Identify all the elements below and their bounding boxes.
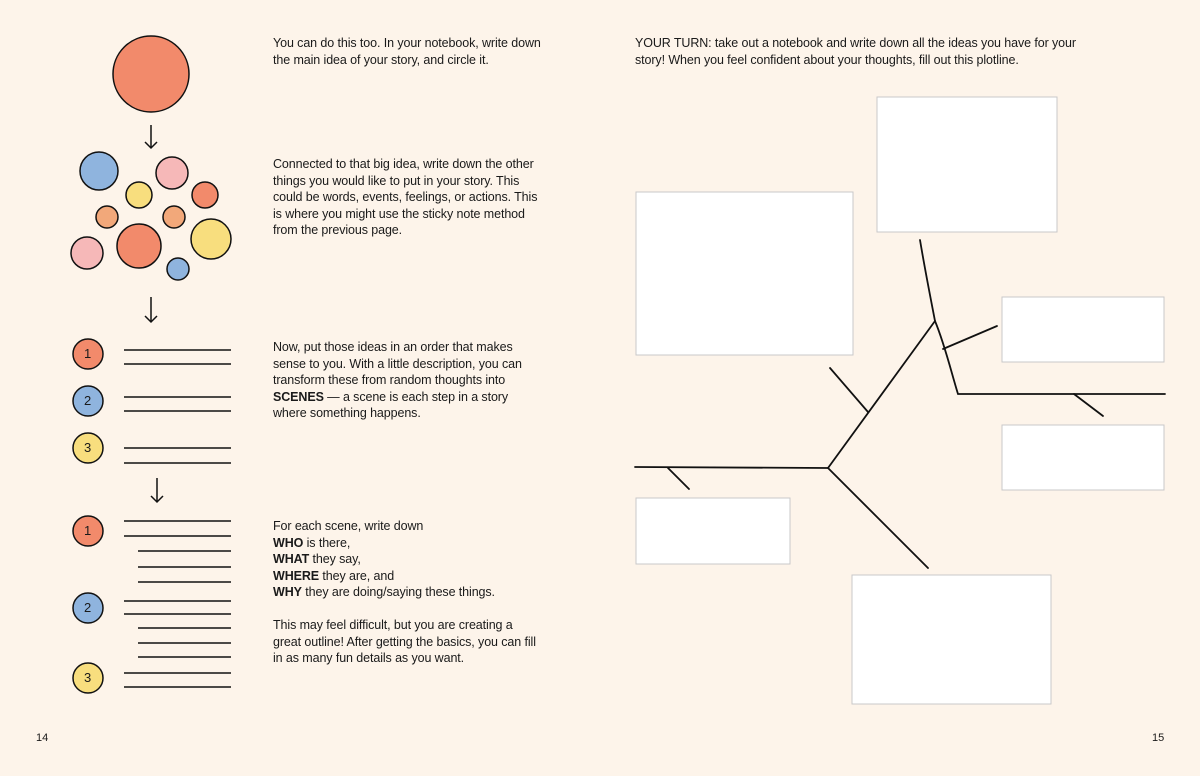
plotline-branch-down [828,468,928,568]
what-rest: they say, [309,552,361,567]
step4-who [273,535,543,552]
idea-cluster [71,152,231,280]
plot-box-right-upper [1002,297,1164,362]
scene-number: 3 [84,440,92,455]
plot-box-top [877,97,1057,232]
why-rest: they are doing/saying these things. [301,585,495,600]
scene-number: 2 [84,600,92,615]
scene-list-simple [73,339,231,463]
step4-where [273,568,543,585]
plotline-tick [668,468,689,489]
main-idea-circle [113,36,189,112]
arrow-down-icon [151,478,163,502]
step4-list [273,518,543,601]
right-page [600,0,1200,776]
step3-text-b: — a scene is each step in a story where something happens. [273,389,509,421]
plot-box-lower-left [636,498,790,564]
where-keyword: WHERE [273,568,320,583]
plot-box-upper-left [636,192,853,355]
arrow-down-icon [145,125,157,148]
step4-outro: This may feel difficult, but you are creating a great outline! After getting the basics, you can fill in as many fun details as you want. [273,618,536,666]
where-rest: they are, and [319,568,395,583]
step4-why [273,584,543,601]
plotline-tick [1074,394,1103,416]
why-keyword: WHY [273,585,302,600]
step4-intro: For each scene, write down [273,519,424,533]
who-rest: is there, [303,535,351,550]
your-turn-instructions: YOUR TURN: take out a notebook and write down all the ideas you have for your story! When you feel confident about your thoughts, fill out this plotline. [635,36,1076,67]
arrow-down-icon [145,297,157,322]
plotline-tick [943,326,997,349]
what-keyword: WHAT [273,552,310,567]
step3-text [273,339,538,422]
plot-box-right-lower [1002,425,1164,490]
plot-box-bottom [852,575,1051,704]
who-keyword: WHO [273,535,304,550]
plotline-diagram [600,0,1200,776]
plotline-branch-top [920,240,935,321]
scene-number: 1 [84,346,92,361]
step3-text-a: Now, put those ideas in an order that makes sense to you. With a little description, you can transform these from random thoughts into [273,340,522,388]
plotline-trunk [635,467,828,468]
step2-text: Connected to that big idea, write down the other things you would like to put in your story. This could be words, events, feelings, or actions. This is where you might use the sticky note method from the previous page. [273,157,538,238]
scenes-keyword: SCENES [273,389,324,404]
page-number: 14 [36,732,49,744]
page-number: 15 [1152,732,1165,744]
step1-text: You can do this too. In your notebook, write down the main idea of your story, and circle it. [273,36,541,67]
scene-number: 1 [84,523,92,538]
scene-list-detailed [73,516,231,693]
scene-number: 3 [84,670,92,685]
plotline-tick [830,368,868,412]
step4-what [273,551,543,568]
scene-number: 2 [84,393,92,408]
